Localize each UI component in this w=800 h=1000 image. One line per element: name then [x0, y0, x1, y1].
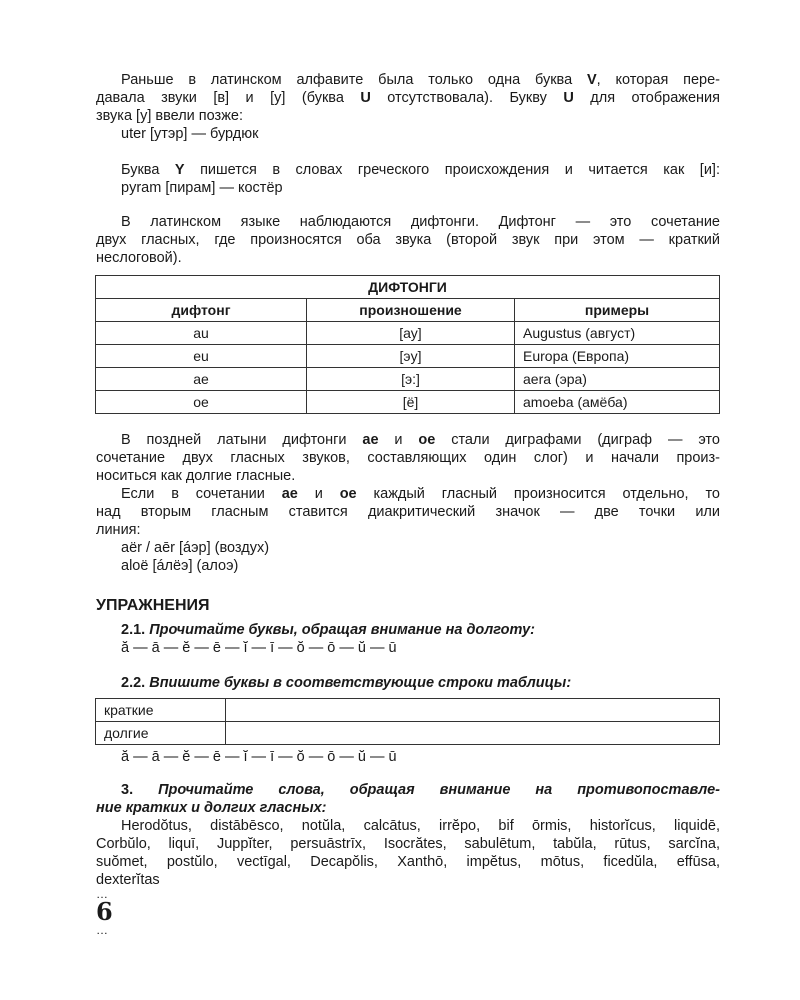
text-line: [96, 161, 720, 179]
text-line: [96, 503, 720, 521]
letters-row: ă — ā — ĕ — ē — ĭ — ī — ŏ — ō — ŭ — ū: [121, 640, 397, 656]
column-header: произношение: [307, 299, 515, 322]
bold-text: oe: [339, 486, 357, 502]
text-segment: Если в сочетании: [121, 486, 282, 502]
cell: ae: [96, 368, 307, 391]
text-segment: aloë [áлёэ] (алоэ): [121, 558, 239, 574]
bold-text: ae: [362, 432, 379, 448]
text-segment: двух гласных, где произносятся оба звука (второй звук при этом — краткий: [96, 232, 720, 248]
text-segment: носиться как долгие гласные.: [96, 468, 296, 484]
column-header: дифтонг: [96, 299, 307, 322]
cell: oe: [96, 391, 307, 414]
cell: eu: [96, 345, 307, 368]
paragraph-letter-y: [96, 161, 720, 197]
exercise-instruction: Прочитайте слова, обращая внимание на противопоставле-: [158, 782, 720, 798]
text-line: [96, 231, 720, 249]
word-line: dexterĭtas: [96, 872, 160, 888]
cell: [ау]: [307, 322, 515, 345]
text-segment: uter [утэр] — бурдюк: [121, 126, 259, 142]
text-line: [96, 539, 720, 557]
exercise-number: 3.: [121, 782, 134, 798]
text-line: [96, 179, 720, 197]
text-line: [96, 249, 720, 267]
exercise-2-2: [96, 674, 720, 692]
text-line: [96, 557, 720, 575]
cell: au: [96, 322, 307, 345]
text-line: [96, 125, 720, 143]
text-segment: pyram [пирам] — костёр: [121, 180, 283, 196]
word-line: suŏmet, postŭlo, vectīgal, Decapŏlis, Xanthō, impĕtus, mōtus, ficedŭla, effūsa,: [96, 854, 720, 870]
diphthongs-table: [95, 275, 720, 414]
text-line: [96, 89, 720, 107]
text-segment: звука [у] ввели позже:: [96, 108, 243, 124]
exercise-number: 2.2.: [121, 675, 146, 691]
text-segment: стали диграфами (диграф — это: [435, 432, 720, 448]
text-segment: Буква: [121, 162, 175, 178]
exercise-instruction: Впишите буквы в соответствующие строки таблицы:: [149, 675, 572, 691]
text-segment: сочетание двух гласных звуков, составляющих один слог) и начали произ-: [96, 450, 720, 466]
page-number: 6: [96, 897, 113, 926]
row-label-short: краткие: [96, 699, 226, 722]
text-segment: неслоговой).: [96, 250, 182, 266]
exercise-instruction-cont: ние кратких и долгих гласных:: [96, 800, 327, 816]
answer-cell-short[interactable]: [226, 699, 720, 722]
table-row: [96, 368, 720, 391]
bold-text: U: [360, 90, 371, 106]
text-segment: и: [378, 432, 419, 448]
text-line: [96, 107, 720, 125]
fill-in-table: [95, 698, 720, 745]
cell: [эу]: [307, 345, 515, 368]
text-segment: для отображения: [573, 90, 720, 106]
section-heading: УПРАЖНЕНИЯ: [96, 597, 210, 614]
cell: [ё]: [307, 391, 515, 414]
column-header: примеры: [515, 299, 720, 322]
text-segment: Раньше в латинском алфавите была только одна буква: [121, 72, 587, 88]
paragraph-digraphs: [96, 431, 720, 575]
bold-text: ae: [281, 486, 298, 502]
text-segment: каждый гласный произносится отдельно, то: [356, 486, 720, 502]
bold-text: oe: [418, 432, 436, 448]
row-label-long: долгие: [96, 722, 226, 745]
exercise-number: 2.1.: [121, 622, 146, 638]
text-segment: В поздней латыни дифтонги: [121, 432, 363, 448]
cell: Augustus (август): [515, 322, 720, 345]
table-row: [96, 322, 720, 345]
text-segment: и: [297, 486, 340, 502]
text-segment: В латинском языке наблюдаются дифтонги. Дифтонг — это сочетание: [121, 214, 720, 230]
text-segment: пишется в словах греческого происхождения и читается как [и]:: [184, 162, 720, 178]
answer-cell-long[interactable]: [226, 722, 720, 745]
text-line: [96, 521, 720, 539]
table-row: [96, 345, 720, 368]
bold-text: Y: [174, 162, 185, 178]
table-row: [96, 391, 720, 414]
text-segment: давала звуки [в] и [у] (буква: [96, 90, 361, 106]
page-dots-top: …: [96, 887, 109, 901]
paragraph-diphthongs: [96, 213, 720, 267]
text-segment: , которая пере-: [596, 72, 721, 88]
bold-text: V: [587, 72, 597, 88]
text-line: [96, 467, 720, 485]
bold-text: U: [563, 90, 574, 106]
exercise-2-1: [96, 621, 720, 657]
letters-row: ă — ā — ĕ — ē — ĭ — ī — ŏ — ō — ŭ — ū: [121, 749, 397, 765]
text-line: [96, 431, 720, 449]
table-title: ДИФТОНГИ: [96, 276, 720, 299]
word-line: Corbŭlo, liquī, Juppĭter, persuāstrīx, Isocrătes, sabulētum, tabŭla, rūtus, sarcĭna,: [96, 836, 720, 852]
text-line: [96, 213, 720, 231]
text-line: [96, 485, 720, 503]
cell: aera (эра): [515, 368, 720, 391]
cell: amoeba (амёба): [515, 391, 720, 414]
page-dots-bottom: …: [96, 923, 109, 937]
exercise-3: [96, 781, 720, 889]
word-line: Herodŏtus, distābēsco, notŭla, calcātus, irrĕpo, bif ōrmis, historĭcus, liquidē,: [121, 818, 720, 834]
text-segment: отсутствовала). Букву: [370, 90, 564, 106]
text-segment: aër / aēr [áэр] (воздух): [121, 540, 270, 556]
text-segment: линия:: [96, 522, 141, 538]
text-line: [96, 71, 720, 89]
cell: [э:]: [307, 368, 515, 391]
text-segment: над вторым гласным ставится диакритический значок — две точки или: [96, 504, 720, 520]
cell: Europa (Европа): [515, 345, 720, 368]
paragraph-letter-v-u: [96, 71, 720, 143]
exercise-instruction: Прочитайте буквы, обращая внимание на долготу:: [149, 622, 535, 638]
text-line: [96, 449, 720, 467]
